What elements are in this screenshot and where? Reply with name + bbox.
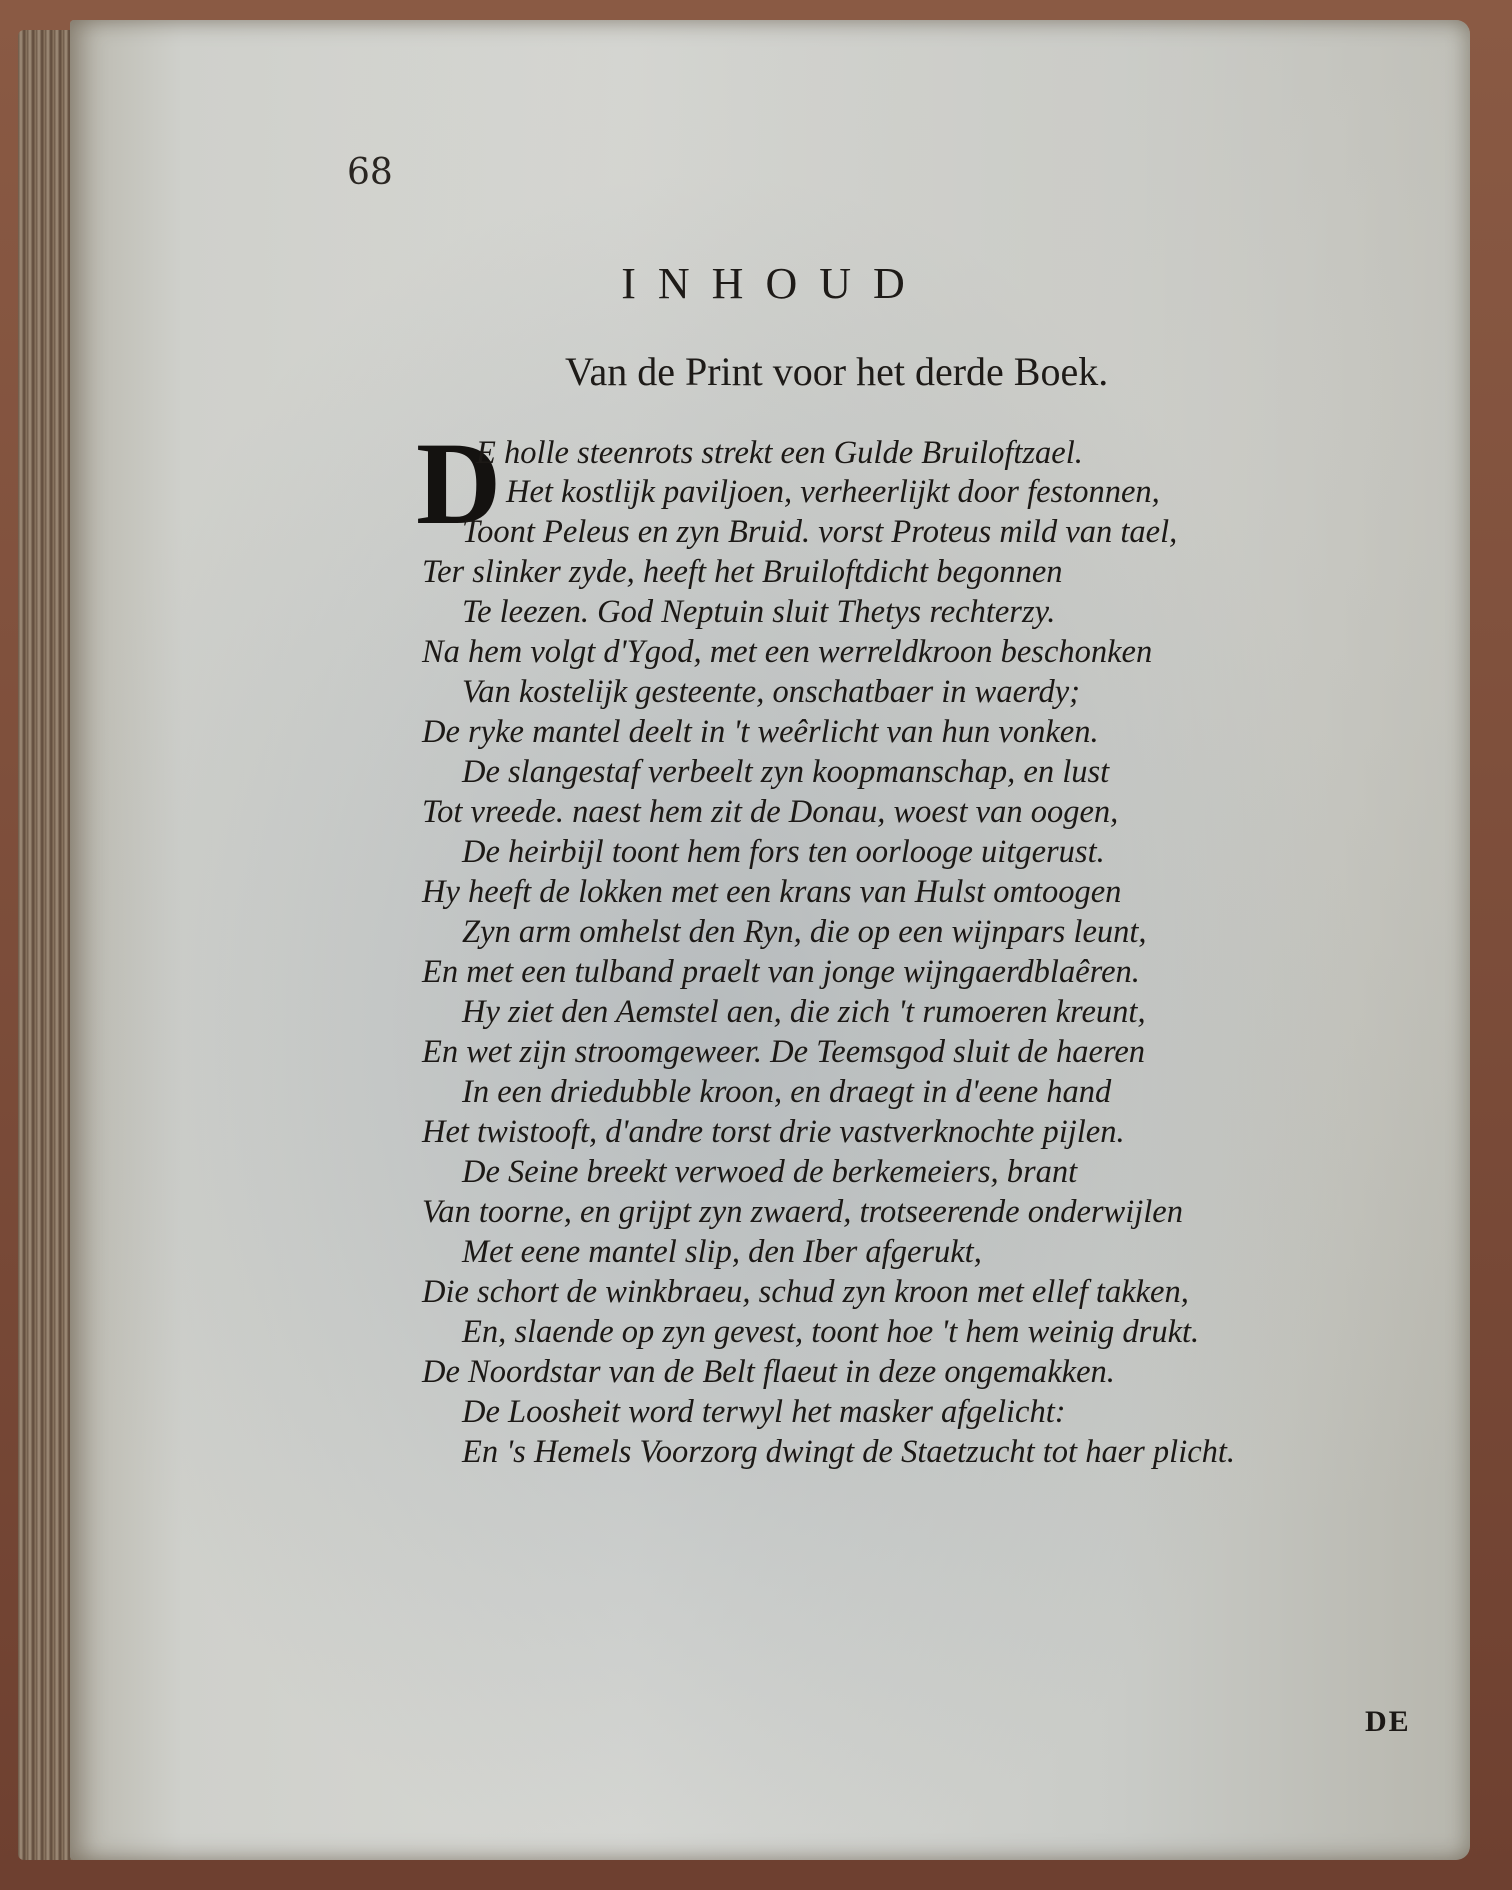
- poem-line: Van toorne, en grijpt zyn zwaerd, trotseerende onderwijlen: [422, 1194, 1183, 1230]
- poem-line: Het kostlijk paviljoen, verheerlijkt door festonnen,: [506, 474, 1160, 510]
- poem-line: De slangestaf verbeelt zyn koopmanschap, en lust: [462, 754, 1110, 790]
- poem-line: Toont Peleus en zyn Bruid. vorst Proteus mild van tael,: [462, 514, 1178, 550]
- poem-line: Tot vreede. naest hem zit de Donau, woest van oogen,: [422, 794, 1119, 830]
- poem-line: En, slaende op zyn gevest, toont hoe 't hem weinig drukt.: [462, 1314, 1200, 1350]
- drop-cap: D: [416, 418, 502, 549]
- book-page-edges: [18, 30, 78, 1860]
- poem-line: Die schort de winkbraeu, schud zyn kroon met ellef takken,: [422, 1274, 1189, 1310]
- poem-line: Van kostelijk gesteente, onschatbaer in waerdy;: [462, 674, 1080, 710]
- poem-line: De Seine breekt verwoed de berkemeiers, brant: [462, 1154, 1078, 1190]
- poem-line: Het twistooft, d'andre torst drie vastverknochte pijlen.: [422, 1114, 1125, 1150]
- poem-line: Hy ziet den Aemstel aen, die zich 't rumoeren kreunt,: [462, 994, 1146, 1030]
- poem-body: [70, 20, 1470, 1860]
- page-subheading: Van de Print voor het derde Boek.: [565, 349, 1109, 394]
- poem-line: De heirbijl toont hem fors ten oorlooge uitgerust.: [462, 834, 1105, 870]
- poem-line: En wet zijn stroomgeweer. De Teemsgod sluit de haeren: [422, 1034, 1146, 1070]
- poem-line: En met een tulband praelt van jonge wijngaerdblaêren.: [422, 954, 1140, 990]
- poem-line: E holle steenrots strekt een Gulde Bruiloftzael.: [476, 435, 1083, 471]
- poem-line: De Loosheit word terwyl het masker afgelicht:: [462, 1394, 1066, 1430]
- poem-line: De Noordstar van de Belt flaeut in deze ongemakken.: [422, 1354, 1115, 1390]
- poem-line: Hy heeft de lokken met een krans van Hulst omtoogen: [422, 874, 1122, 910]
- poem-line: Te leezen. God Neptuin sluit Thetys rechterzy.: [462, 594, 1056, 630]
- page-number: 68: [347, 152, 393, 193]
- poem-line: Na hem volgt d'Ygod, met een werreldkroon beschonken: [422, 634, 1153, 670]
- page-heading: INHOUD: [621, 259, 927, 308]
- poem-line: Zyn arm omhelst den Ryn, die op een wijnpars leunt,: [462, 914, 1147, 950]
- poem-line: En 's Hemels Voorzorg dwingt de Staetzucht tot haer plicht.: [462, 1434, 1236, 1470]
- poem-line: In een driedubble kroon, en draegt in d'eene hand: [462, 1074, 1112, 1110]
- book-page: [70, 20, 1470, 1860]
- poem-line: Ter slinker zyde, heeft het Bruiloftdicht begonnen: [422, 554, 1063, 590]
- poem-line: Met eene mantel slip, den Iber afgerukt,: [462, 1234, 982, 1270]
- poem-line: De ryke mantel deelt in 't weêrlicht van hun vonken.: [422, 714, 1099, 750]
- catchword: DE: [1365, 1705, 1411, 1738]
